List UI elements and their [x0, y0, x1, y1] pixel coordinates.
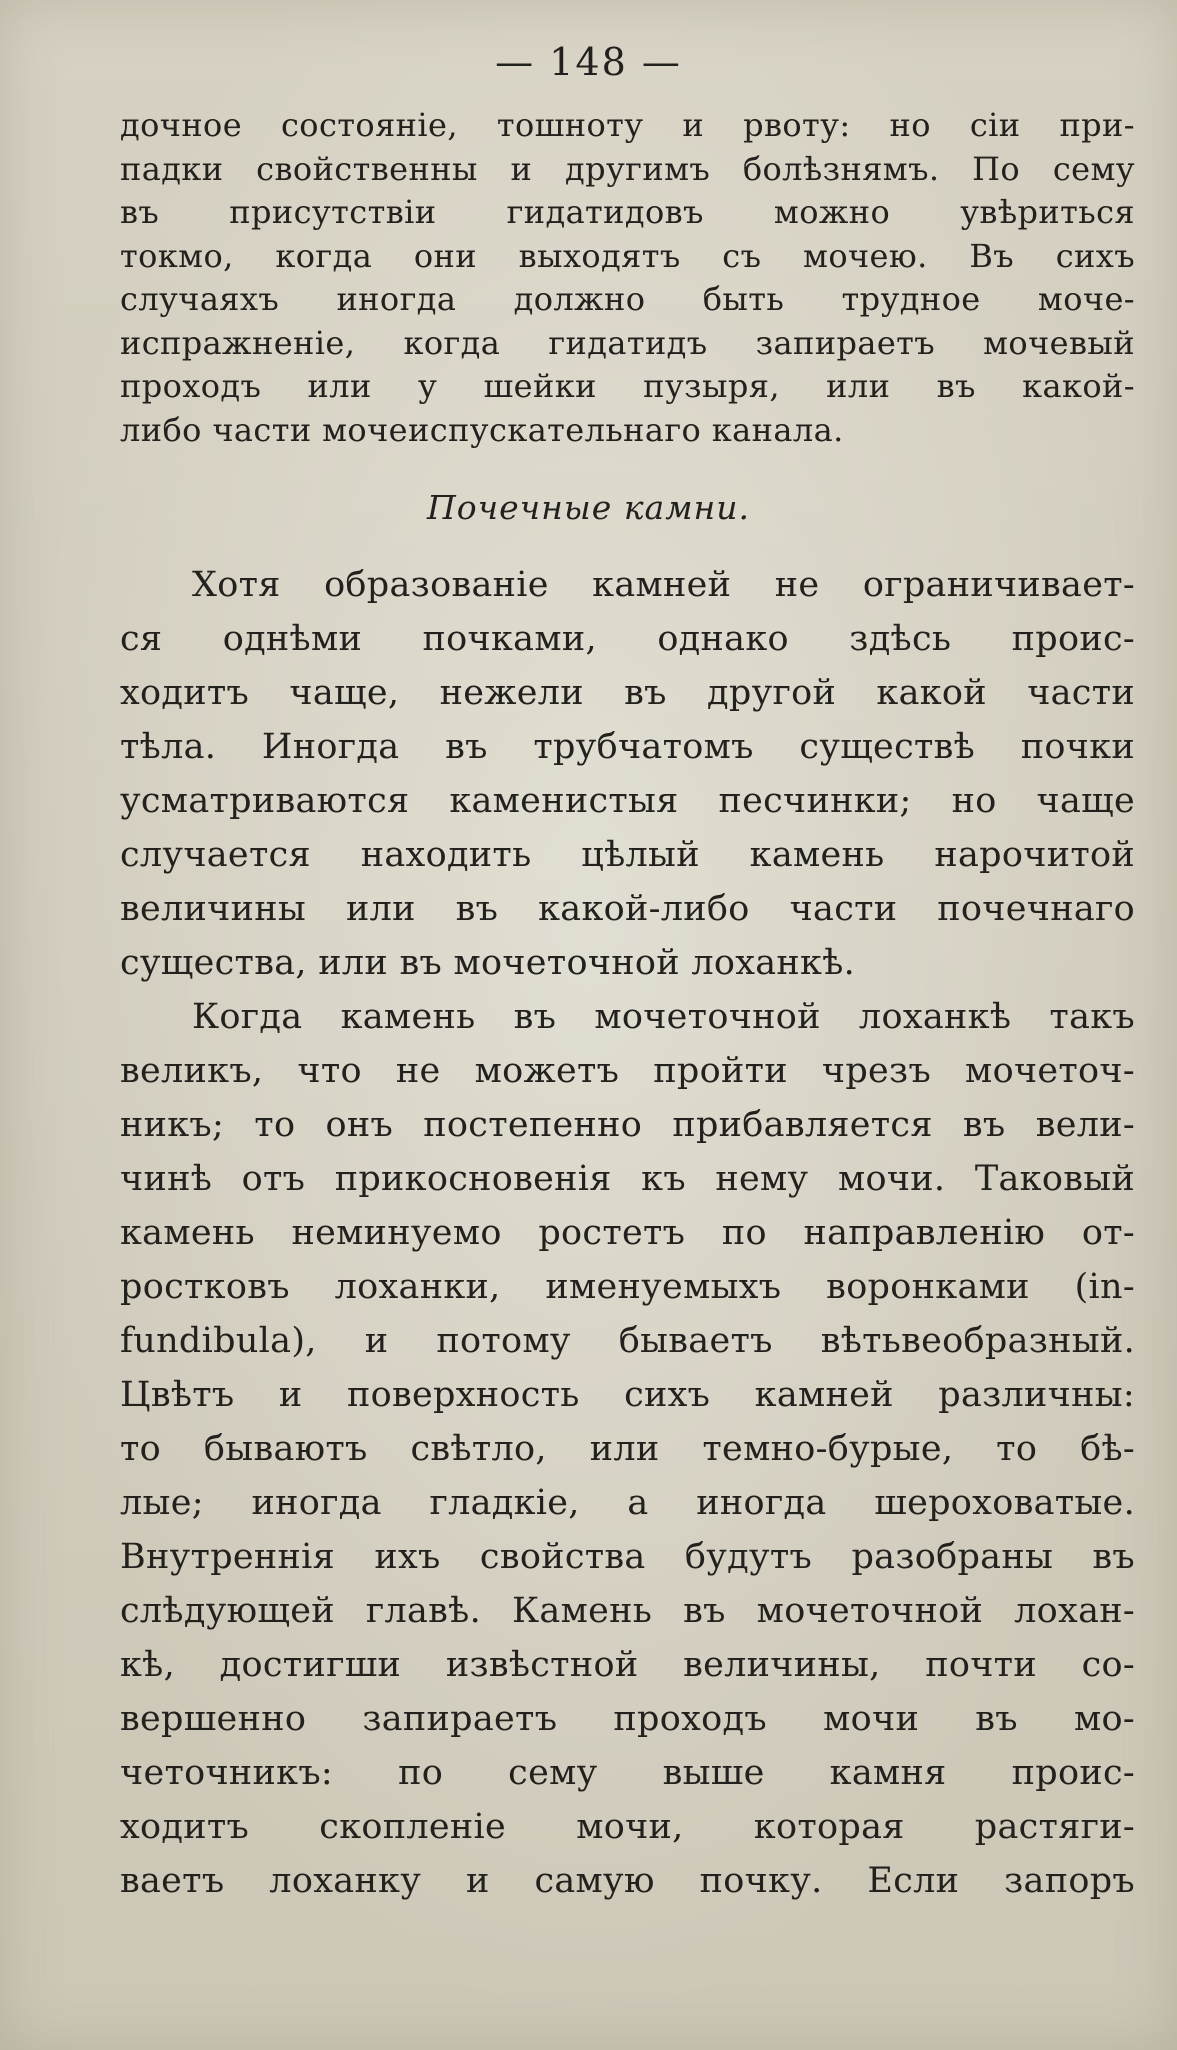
- paragraph-2: [120, 558, 1135, 990]
- text-line: ростковъ лоханки, именуемыхъ воронками (in-: [120, 1267, 1135, 1307]
- text-line: Внутреннiя ихъ свойства будутъ разобраны въ: [120, 1537, 1135, 1577]
- text-line: вершенно запираетъ проходъ мочи въ мо-: [120, 1699, 1135, 1739]
- text-line: четочникъ: по сему выше камня проис-: [120, 1753, 1135, 1793]
- text-line: случается находить цѣлый камень нарочитой: [120, 835, 1135, 875]
- text-line: слѣдующей главѣ. Камень въ мочеточной лохан-: [120, 1591, 1135, 1631]
- text-line: либо части мочеиспускательнаго канала.: [120, 410, 844, 449]
- text-line: fundibula), и потому бываетъ вѣтьвеобразный.: [120, 1321, 1135, 1361]
- paragraph-3: [120, 990, 1135, 1908]
- text-line: случаяхъ иногда должно быть трудное моче-: [120, 280, 1135, 318]
- text-line: чинѣ отъ прикосновенiя къ нему мочи. Таковый: [120, 1159, 1135, 1199]
- text-line: Хотя образованiе камней не ограничивает-: [192, 565, 1135, 605]
- text-line: никъ; то онъ постепенно прибавляется въ вели-: [120, 1105, 1135, 1145]
- text-line: ходитъ скопленiе мочи, которая растяги-: [120, 1807, 1135, 1847]
- page-number-header: — 148 —: [495, 40, 682, 84]
- text-line: ваетъ лоханку и самую почку. Если запоръ: [120, 1861, 1135, 1901]
- text-line: ся однѣми почками, однако здѣсь проис-: [120, 619, 1135, 659]
- text-line: дочное состоянie, тошноту и рвоту: но сiи при-: [120, 106, 1135, 144]
- text-line: усматриваются каменистыя песчинки; но чаще: [120, 781, 1135, 821]
- text-line: испражненiе, когда гидатидъ запираетъ мочевый: [120, 323, 1135, 362]
- text-line: камень неминуемо ростетъ по направленiю от-: [120, 1213, 1135, 1253]
- text-line: ходитъ чаще, нежели въ другой какой части: [120, 673, 1135, 713]
- text-line: Когда камень въ мочеточной лоханкѣ такъ: [192, 997, 1135, 1037]
- text-line: въ присутствiи гидатидовъ можно увѣриться: [120, 193, 1135, 231]
- text-line: то бываютъ свѣтло, или темно-бурые, то бѣ-: [120, 1429, 1135, 1469]
- paragraph-1: [120, 104, 1135, 452]
- text-line: великъ, что не можетъ пройти чрезъ мочеточ-: [120, 1051, 1135, 1091]
- section-heading: Почечные камни.: [426, 488, 751, 527]
- text-line: лые; иногда гладкiе, а иногда шероховатые.: [120, 1483, 1135, 1523]
- text-line: кѣ, достигши извѣстной величины, почти со-: [120, 1645, 1135, 1685]
- text-line: токмо, когда они выходятъ съ мочею. Въ сихъ: [120, 236, 1135, 275]
- text-line: Цвѣтъ и поверхность сихъ камней различны:: [120, 1375, 1135, 1415]
- text-line: величины или въ какой-либо части почечнаго: [120, 889, 1135, 929]
- text-line: падки свойственны и другимъ болѣзнямъ. По сему: [120, 149, 1135, 188]
- text-line: существа, или въ мочеточной лоханкѣ.: [120, 943, 856, 983]
- text-line: проходъ или у шейки пузыря, или въ какой-: [120, 367, 1135, 405]
- text-line: тѣла. Иногда въ трубчатомъ существѣ почки: [120, 727, 1135, 767]
